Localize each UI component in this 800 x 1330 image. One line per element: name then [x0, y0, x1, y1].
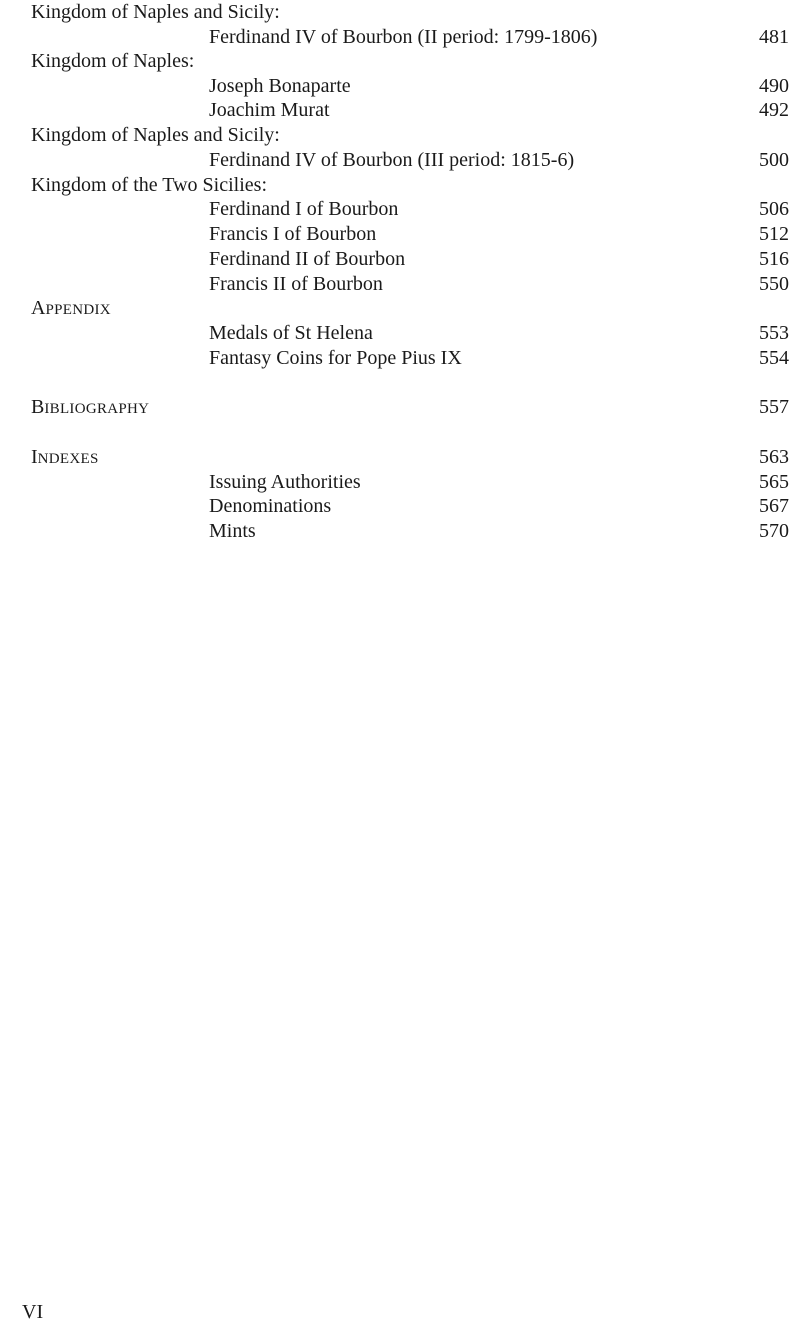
entry-page-number: 500: [759, 149, 789, 171]
entry-page-number: 492: [759, 99, 789, 121]
entry-page-number: 550: [759, 273, 789, 295]
entry-title: Joachim Murat: [209, 99, 330, 121]
entry-title: Issuing Authorities: [209, 471, 361, 493]
section-heading: Kingdom of the Two Sicilies:: [31, 174, 267, 196]
toc-entry-row: [0, 346, 800, 371]
bibliography-rest: IBLIOGRAPHY: [44, 401, 150, 417]
entry-page-number: 481: [759, 26, 789, 48]
appendix-heading: [31, 296, 111, 323]
indexes-heading: [31, 445, 99, 472]
entry-title: Fantasy Coins for Pope Pius IX: [209, 347, 462, 369]
entry-page-number: 570: [759, 520, 789, 542]
appendix-rest: PPENDIX: [45, 302, 111, 318]
bibliography-initial: B: [31, 396, 45, 418]
toc-entry-row: [0, 197, 800, 222]
toc-heading-row: [0, 395, 800, 420]
entry-page-number: 512: [759, 223, 789, 245]
section-heading: Kingdom of Naples and Sicily:: [31, 1, 280, 23]
toc-entry-row: [0, 519, 800, 544]
toc-heading-row: [0, 296, 800, 321]
entry-title: Denominations: [209, 495, 332, 517]
toc-entry-row: [0, 321, 800, 346]
toc-entry-row: [0, 222, 800, 247]
entry-page-number: 490: [759, 75, 789, 97]
entry-page-number: 565: [759, 471, 789, 493]
entry-title: Medals of St Helena: [209, 322, 373, 344]
toc-entry-row: [0, 272, 800, 297]
entry-page-number: 516: [759, 248, 789, 270]
toc-heading-row: [0, 123, 800, 148]
entry-title: Mints: [209, 520, 256, 542]
toc-entry-row: [0, 98, 800, 123]
entry-title: Ferdinand IV of Bourbon (II period: 1799-1806): [209, 26, 598, 48]
toc-entry-row: [0, 247, 800, 272]
entry-page-number: 567: [759, 495, 789, 517]
section-heading: Kingdom of Naples:: [31, 50, 195, 72]
toc-heading-row: [0, 445, 800, 470]
appendix-initial: A: [31, 297, 46, 319]
entry-page-number: 557: [759, 396, 789, 418]
entry-title: Ferdinand IV of Bourbon (III period: 1815-6): [209, 149, 575, 171]
toc-entry-row: [0, 74, 800, 99]
entry-page-number: 563: [759, 446, 789, 468]
entry-page-number: 506: [759, 198, 789, 220]
toc-entry-row: [0, 148, 800, 173]
entry-page-number: 553: [759, 322, 789, 344]
section-heading: Kingdom of Naples and Sicily:: [31, 124, 280, 146]
entry-title: Joseph Bonaparte: [209, 75, 351, 97]
entry-title: Ferdinand I of Bourbon: [209, 198, 399, 220]
indexes-initial: I: [31, 446, 38, 468]
toc-entry-row: [0, 25, 800, 50]
entry-title: Francis I of Bourbon: [209, 223, 377, 245]
toc-heading-row: [0, 173, 800, 198]
page-folio: VI: [22, 1301, 44, 1323]
toc-entry-row: [0, 494, 800, 519]
toc-entry-row: [0, 470, 800, 495]
bibliography-heading: [31, 395, 149, 422]
entry-title: Ferdinand II of Bourbon: [209, 248, 406, 270]
toc-heading-row: [0, 0, 800, 25]
indexes-rest: NDEXES: [37, 451, 99, 467]
toc-heading-row: [0, 49, 800, 74]
entry-title: Francis II of Bourbon: [209, 273, 383, 295]
entry-page-number: 554: [759, 347, 789, 369]
